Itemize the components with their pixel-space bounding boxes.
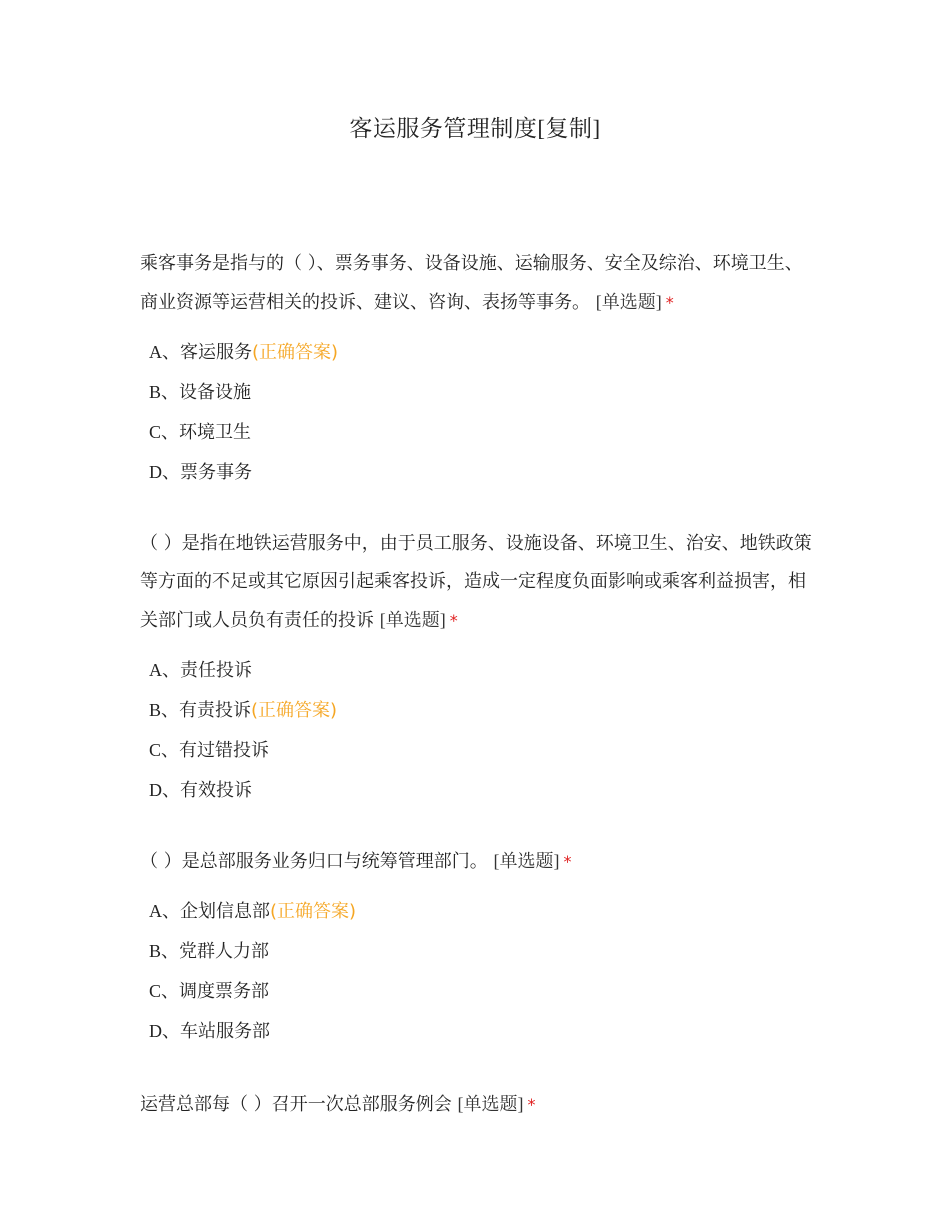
option-label: 设备设施 <box>179 382 252 403</box>
required-mark: * <box>665 293 674 312</box>
question-text <box>140 842 820 881</box>
option-letter: A、 <box>149 342 180 362</box>
option-letter: B、 <box>149 700 180 720</box>
required-mark: * <box>527 1095 536 1114</box>
option-label: 责任投诉 <box>180 660 252 681</box>
option-letter: D、 <box>149 780 180 800</box>
option-label: 有效投诉 <box>180 780 252 801</box>
correct-answer-tag: (正确答案) <box>251 700 338 721</box>
correct-answer-tag: (正确答案) <box>270 901 357 922</box>
option-letter: D、 <box>149 1021 180 1041</box>
option-label: 有过错投诉 <box>179 740 270 761</box>
option-a[interactable] <box>140 650 820 690</box>
required-mark: * <box>449 611 458 630</box>
option-letter: B、 <box>149 941 180 961</box>
option-c[interactable] <box>140 730 820 770</box>
option-letter: A、 <box>149 660 180 680</box>
page-title: 客运服务管理制度[复制] <box>349 116 601 141</box>
option-c[interactable] <box>140 412 820 452</box>
option-letter: C、 <box>149 981 180 1001</box>
question-type: [单选题] <box>379 610 446 630</box>
question-stem: 乘客事务是指与的（ ）、票务事务、设备设施、运输服务、安全及综治、环境卫生、商业资源等运营相关的投诉、建议、咨询、表扬等事务。 <box>140 253 803 313</box>
option-d[interactable] <box>140 770 820 810</box>
question-type: [单选题] <box>493 851 560 871</box>
question-1 <box>140 245 820 492</box>
option-label: 调度票务部 <box>179 981 270 1002</box>
question-4 <box>140 1085 820 1124</box>
option-label: 客运服务 <box>180 342 252 363</box>
question-text <box>140 1085 820 1124</box>
option-a[interactable] <box>140 332 820 372</box>
question-stem: 运营总部每（ ）召开一次总部服务例会 <box>140 1094 452 1115</box>
option-a[interactable] <box>140 891 820 931</box>
option-label: 企划信息部 <box>180 901 270 922</box>
question-3 <box>140 842 820 1051</box>
option-label: 车站服务部 <box>180 1021 270 1042</box>
question-text <box>140 245 820 322</box>
option-list <box>140 891 820 1051</box>
question-stem: （ ）是总部服务业务归口与统筹管理部门。 <box>140 851 488 872</box>
option-label: 环境卫生 <box>179 422 252 443</box>
option-list <box>140 650 820 810</box>
option-c[interactable] <box>140 971 820 1011</box>
option-label: 党群人力部 <box>179 941 270 962</box>
option-b[interactable] <box>140 372 820 412</box>
option-d[interactable] <box>140 452 820 492</box>
option-label: 票务事务 <box>180 462 252 483</box>
option-letter: D、 <box>149 462 180 482</box>
option-label: 有责投诉 <box>179 700 252 721</box>
question-type: [单选题] <box>595 292 662 312</box>
question-stem: （ ）是指在地铁运营服务中，由于员工服务、设施设备、环境卫生、治安、地铁政策等方面的不足或其它原因引起乘客投诉，造成一定程度负面影响或乘客利益损害，相关部门或人员负有责任的投诉 <box>140 533 812 631</box>
option-d[interactable] <box>140 1011 820 1051</box>
option-b[interactable] <box>140 931 820 971</box>
correct-answer-tag: (正确答案) <box>252 342 339 363</box>
question-2 <box>140 525 820 810</box>
question-text <box>140 525 820 640</box>
option-list <box>140 332 820 492</box>
option-letter: A、 <box>149 901 180 921</box>
option-letter: C、 <box>149 740 180 760</box>
question-type: [单选题] <box>457 1094 524 1114</box>
required-mark: * <box>563 852 572 871</box>
option-b[interactable] <box>140 690 820 730</box>
option-letter: C、 <box>149 422 180 442</box>
option-letter: B、 <box>149 382 180 402</box>
